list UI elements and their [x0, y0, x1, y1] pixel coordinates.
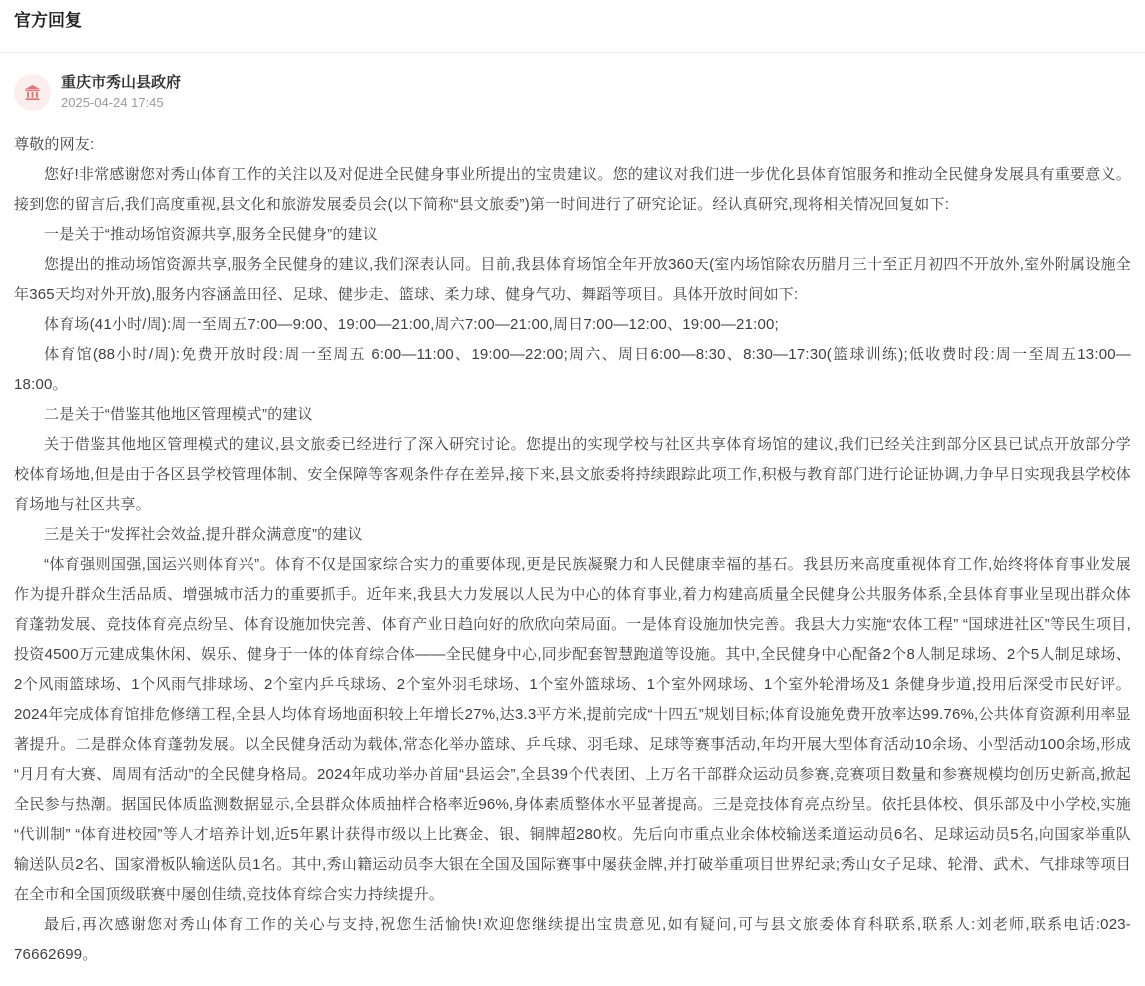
page-title: 官方回复 — [14, 11, 82, 30]
reply-paragraph: “体育强则国强,国运兴则体育兴”。体育不仅是国家综合实力的重要体现,更是民族凝聚力和人民健康幸福的基石。我县历来高度重视体育工作,始终将体育事业发展作为提升群众生活品质、增强城市活力的重要抓手。近年来,我县大力发展以人民为中心的体育事业,着力构建高质量全民健身公共服务体系,全县体育事业呈现出群众体育蓬勃发展、竞技体育亮点纷呈、体育设施加快完善、体育产业日趋向好的欣欣向荣局面。一是体育设施加快完善。我县大力实施“农体工程” “国球进社区”等民生项目,投资4500万元建成集休闲、娱乐、健身于一体的体育综合体——全民健身中心,同步配套智慧跑道等设施。其中,全民健身中心配备2个8人制足球场、2个5人制足球场、2个风雨篮球场、1个风雨气排球场、2个室内乒乓球场、2个室外羽毛球场、1个室外篮球场、1个室外网球场、1个室外轮滑场及1 条健身步道,投用后深受市民好评。2024年完成体育馆排危修缮工程,全县人均体育场地面积较上年增长27%,达3.3平方米,提前完成“十四五”规划目标;体育设施免费开放率达99.76%,公共体育资源利用率显著提升。二是群众体育蓬勃发展。以全民健身活动为载体,常态化举办篮球、乒乓球、羽毛球、足球等赛事活动,年均开展大型体育活动10余场、小型活动100余场,形成“月月有大赛、周周有活动”的全民健身格局。2024年成功举办首届“县运会”,全县39个代表团、上万名干部群众运动员参赛,竞赛项目数量和参赛规模均创历史新高,掀起全民参与热潮。据国民体质监测数据显示,全县群众体质抽样合格率近96%,身体素质整体水平显著提高。三是竞技体育亮点纷呈。依托县体校、俱乐部及中小学校,实施“代训制” “体育进校园”等人才培养计划,近5年累计获得市级以上比赛金、银、铜牌超280枚。先后向市重点业余体校输送柔道运动员6名、足球运动员5名,向国家举重队输送队员2名、国家滑板队输送队员1名。其中,秀山籍运动员李大银在全国及国际赛事中屡获金牌,并打破举重项目世界纪录;秀山女子足球、轮滑、武术、气排球等项目在全市和全国顶级联赛中屡创佳绩,竞技体育综合实力持续提升。 — [14, 555, 1131, 903]
reply-paragraph: 一是关于“推动场馆资源共享,服务全民健身”的建议 — [44, 225, 378, 243]
reply-header — [0, 53, 1145, 117]
reply-timestamp: 2025-04-24 17:45 — [61, 94, 164, 110]
reply-paragraph: 体育馆(88小时/周):免费开放时段:周一至周五 6:00—11:00、19:00—22:00;周六、周日6:00—8:30、8:30—17:30(篮球训练);低收费时段:周一至周五13:00—18:00。 — [14, 345, 1131, 393]
reply-paragraph: 三是关于“发挥社会效益,提升群众满意度”的建议 — [44, 525, 363, 543]
reply-paragraph: 体育场(41小时/周):周一至周五7:00—9:00、19:00—21:00,周六7:00—21:00,周日7:00—12:00、19:00—21:00; — [44, 315, 779, 333]
author-block — [61, 73, 181, 111]
reply-paragraph: 最后,再次感谢您对秀山体育工作的关心与支持,祝您生活愉快!欢迎您继续提出宝贵意见,如有疑问,可与县文旅委体育科联系,联系人:刘老师,联系电话:023-76662699。 — [14, 915, 1131, 963]
reply-paragraph: 关于借鉴其他地区管理模式的建议,县文旅委已经进行了深入研究讨论。您提出的实现学校与社区共享体育场馆的建议,我们已经关注到部分区县已试点开放部分学校体育场地,但是由于各区县学校管理体制、安全保障等客观条件存在差异,接下来,县文旅委将持续跟踪此项工作,积极与教育部门进行论证协调,力争早日实现我县学校体育场地与社区共享。 — [14, 435, 1131, 513]
reply-body — [0, 118, 1145, 986]
government-building-icon — [23, 83, 42, 102]
reply-greeting: 尊敬的网友: — [14, 135, 95, 153]
reply-paragraphs — [14, 160, 1131, 970]
reply-paragraph: 二是关于“借鉴其他地区管理模式”的建议 — [44, 405, 313, 423]
author-name: 重庆市秀山县政府 — [61, 74, 182, 92]
avatar — [14, 74, 51, 111]
reply-paragraph: 您提出的推动场馆资源共享,服务全民健身的建议,我们深表认同。目前,我县体育场馆全年开放360天(室内场馆除农历腊月三十至正月初四不开放外,室外附属设施全年365天均对外开放),服务内容涵盖田径、足球、健步走、篮球、柔力球、健身气功、舞蹈等项目。具体开放时间如下: — [14, 255, 1131, 303]
reply-paragraph: 您好!非常感谢您对秀山体育工作的关注以及对促进全民健身事业所提出的宝贵建议。您的建议对我们进一步优化县体育馆服务和推动全民健身发展具有重要意义。接到您的留言后,我们高度重视,县文化和旅游发展委员会(以下简称“县文旅委”)第一时间进行了研究论证。经认真研究,现将相关情况回复如下: — [14, 165, 1131, 213]
